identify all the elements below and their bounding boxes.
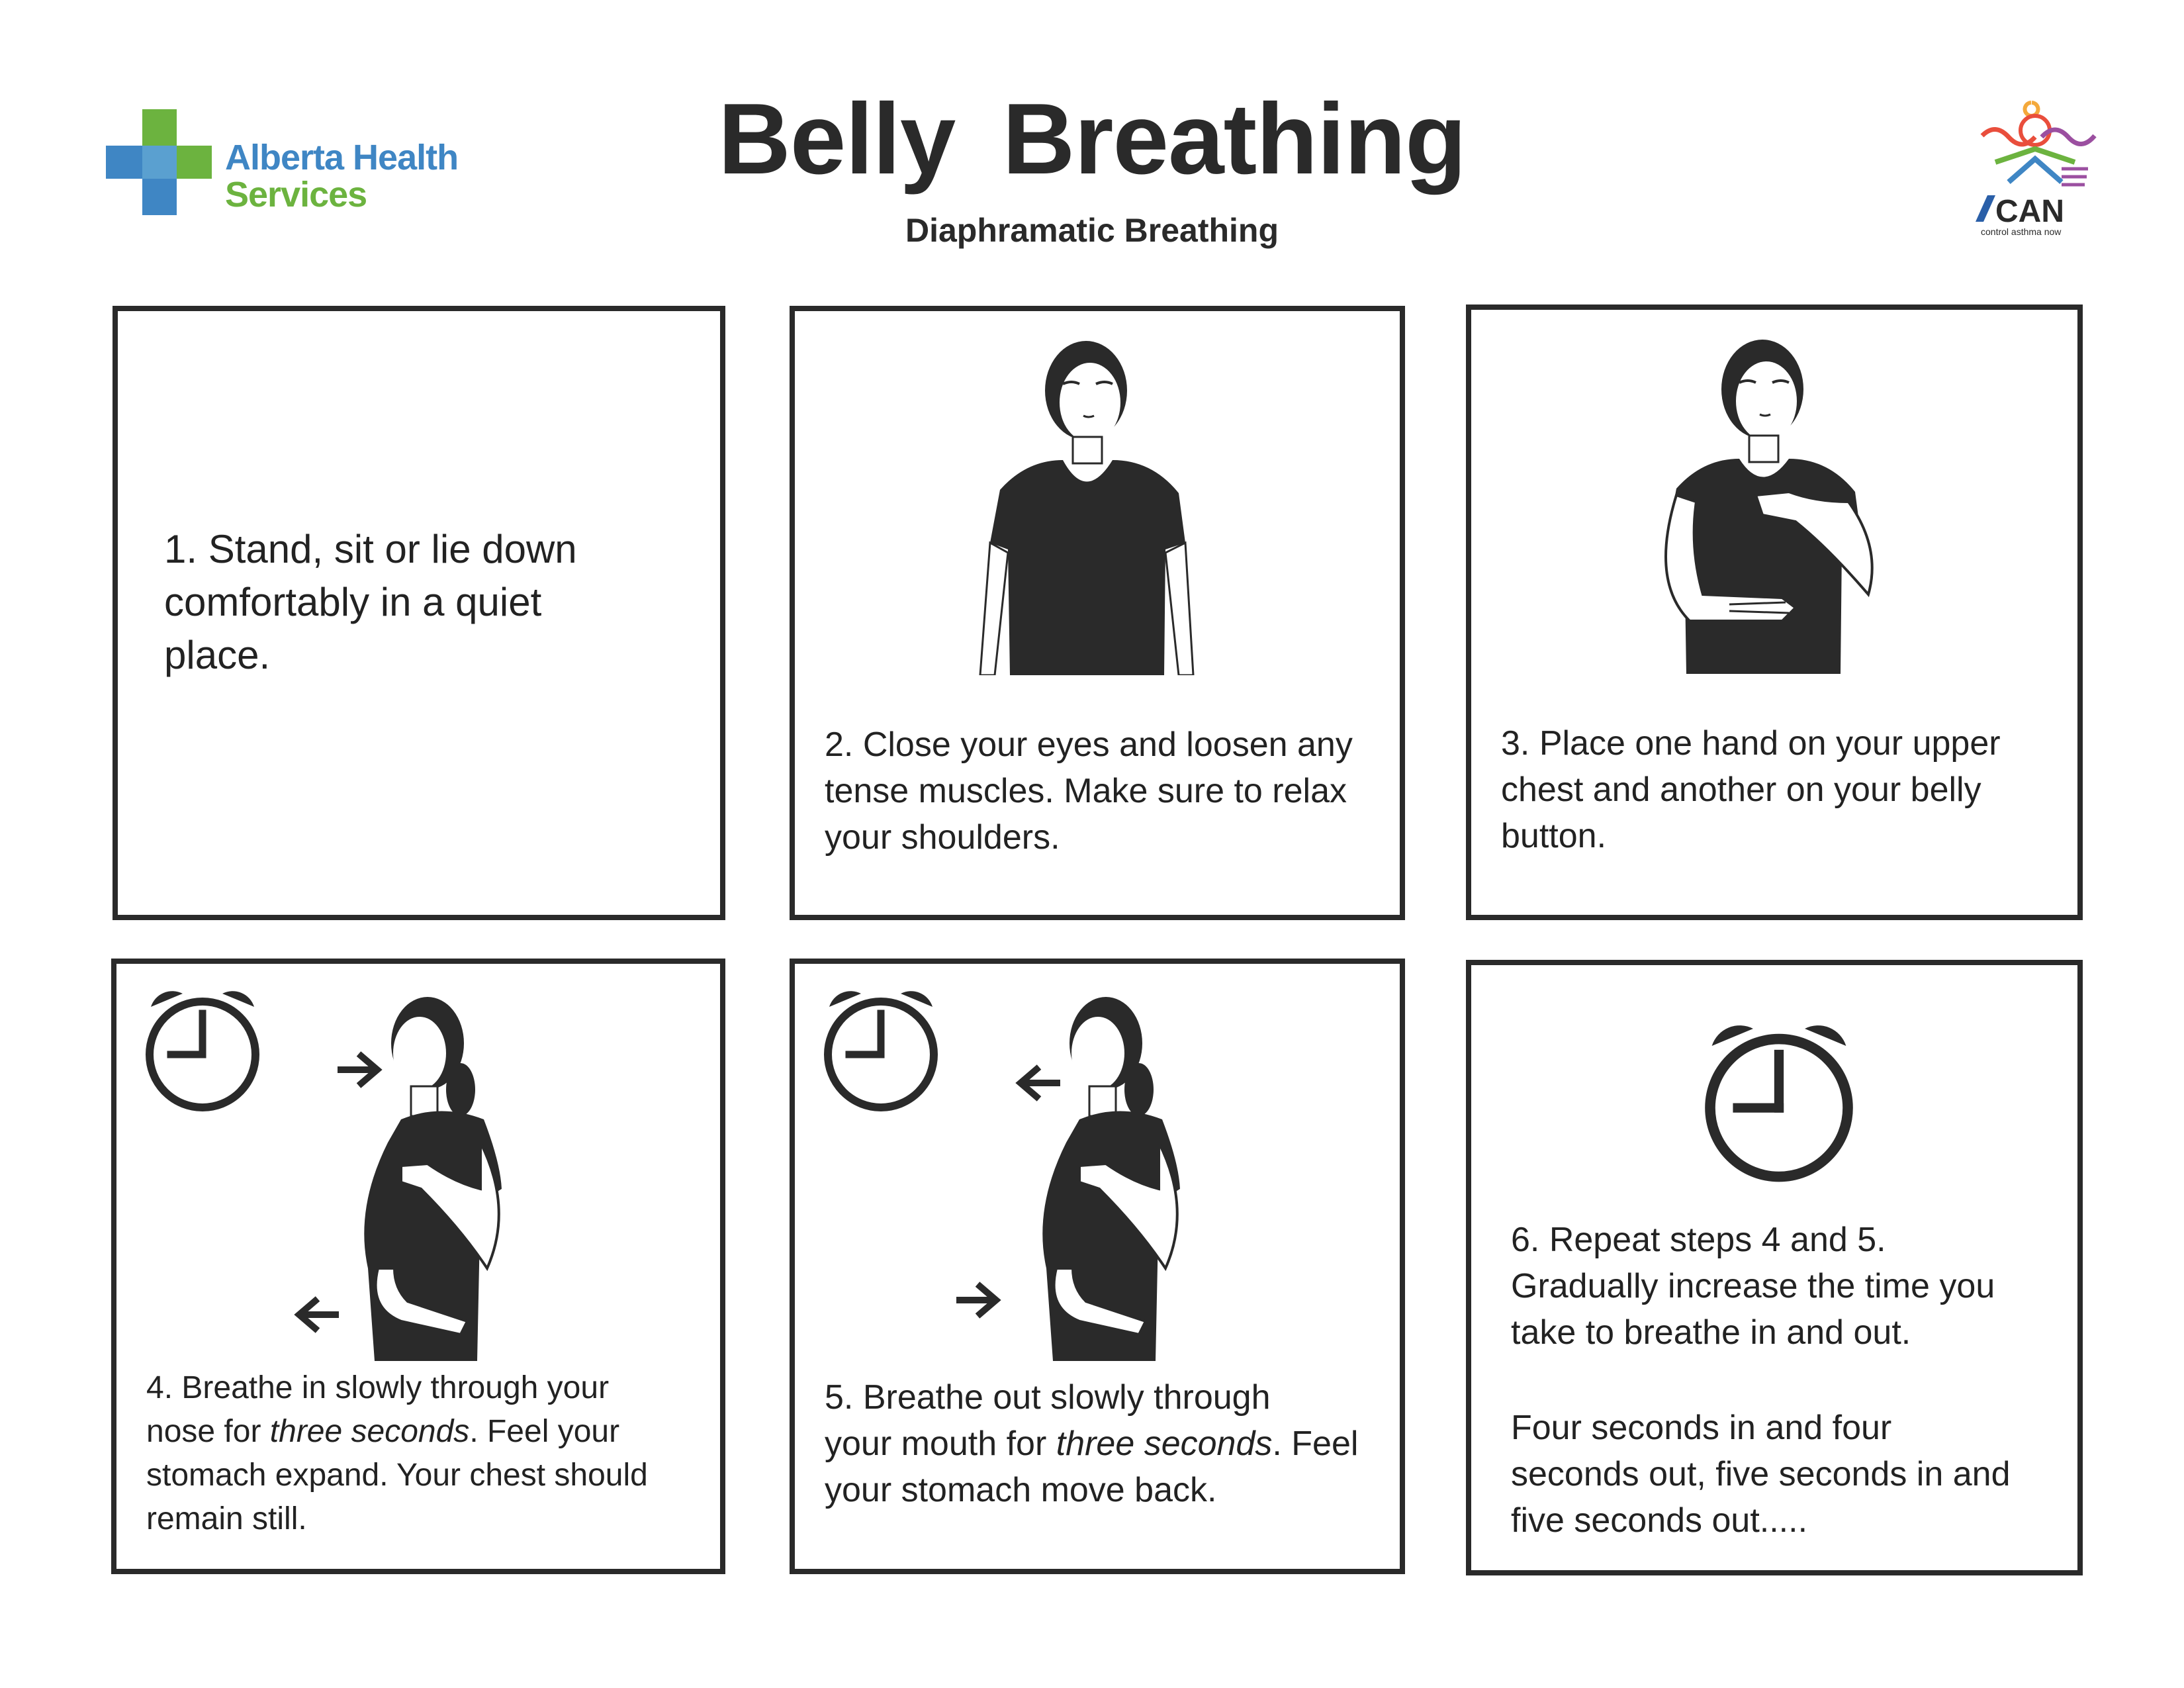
step-panel-1 xyxy=(113,306,725,920)
page-title: Belly Breathing xyxy=(718,83,1466,195)
step-3-line: button. xyxy=(1501,817,1607,855)
step-6-line: Gradually increase the time you xyxy=(1511,1267,1995,1305)
step-5-line: your stomach move back. xyxy=(825,1471,1217,1509)
arrow-left-icon xyxy=(1010,1063,1063,1103)
woman-relaxed-illustration xyxy=(954,331,1218,675)
step-6-progression-line: seconds out, five seconds in and xyxy=(1511,1455,2011,1493)
ican-figure-icon xyxy=(1982,103,2095,185)
ahs-name-line2: Services xyxy=(225,175,367,214)
ahs-wordmark xyxy=(225,139,458,213)
step-2-line: 2. Close your eyes and loosen any xyxy=(825,726,1353,764)
step-1-line: 1. Stand, sit or lie down xyxy=(164,527,577,571)
step-2-text xyxy=(825,722,1353,861)
arrow-right-icon xyxy=(335,1050,388,1090)
step-5-duration: three seconds xyxy=(1056,1425,1273,1463)
step-3-text xyxy=(1501,720,2001,859)
step-1-text xyxy=(164,523,577,682)
alarm-clock-icon xyxy=(815,980,947,1113)
arrow-left-icon xyxy=(289,1295,341,1335)
page-subtitle: Diaphramatic Breathing xyxy=(905,212,1279,249)
step-2-line: tense muscles. Make sure to relax xyxy=(825,772,1347,810)
step-4-line: remain still. xyxy=(146,1501,307,1536)
step-panel-2 xyxy=(790,306,1405,920)
woman-breathing-in-illustration xyxy=(328,990,527,1361)
step-4-text xyxy=(146,1366,648,1541)
arrow-right-icon xyxy=(954,1280,1007,1320)
step-4-duration: three seconds xyxy=(269,1414,470,1449)
step-4-line xyxy=(146,1410,648,1454)
step-1-line: place. xyxy=(164,633,271,677)
woman-hands-on-chest-and-belly-illustration xyxy=(1630,330,1895,674)
step-1-line: comfortably in a quiet xyxy=(164,580,542,624)
alarm-clock-icon xyxy=(1693,1011,1865,1184)
step-3-line: 3. Place one hand on your upper xyxy=(1501,724,2001,763)
step-4-line: 4. Breathe in slowly through your xyxy=(146,1370,610,1405)
step-6-text xyxy=(1511,1217,1995,1356)
step-2-line: your shoulders. xyxy=(825,818,1060,857)
step-4-line2-post: . Feel your xyxy=(469,1414,620,1449)
alberta-health-services-logo xyxy=(106,109,477,215)
step-panel-6 xyxy=(1466,960,2083,1575)
step-5-line2-pre: your mouth for xyxy=(825,1425,1056,1463)
ahs-cross-icon xyxy=(106,109,212,215)
step-3-line: chest and another on your belly xyxy=(1501,771,1981,809)
step-4-line: stomach expand. Your chest should xyxy=(146,1458,648,1493)
step-6-progression-text xyxy=(1511,1405,2010,1544)
woman-breathing-out-illustration xyxy=(1007,990,1205,1361)
step-4-line2-pre: nose for xyxy=(146,1414,270,1449)
ican-wordmark: CAN xyxy=(1995,194,2064,229)
step-6-line: take to breathe in and out. xyxy=(1511,1313,1911,1352)
ican-tagline: control asthma now xyxy=(1981,226,2062,237)
step-6-line: 6. Repeat steps 4 and 5. xyxy=(1511,1221,1886,1259)
alarm-clock-icon xyxy=(136,980,269,1113)
step-panel-3 xyxy=(1466,305,2083,920)
step-5-line: 5. Breathe out slowly through xyxy=(825,1378,1271,1417)
step-5-line xyxy=(825,1421,1358,1467)
step-panel-4 xyxy=(111,959,725,1574)
step-panel-5 xyxy=(790,959,1405,1574)
step-6-progression-line: five seconds out..... xyxy=(1511,1501,1808,1540)
step-5-line2-post: . Feel xyxy=(1272,1425,1359,1463)
ahs-name-line1: Alberta Health xyxy=(225,138,459,177)
step-6-progression-line: Four seconds in and four xyxy=(1511,1409,1892,1447)
ican-logo xyxy=(1969,96,2101,238)
step-5-text xyxy=(825,1374,1358,1513)
